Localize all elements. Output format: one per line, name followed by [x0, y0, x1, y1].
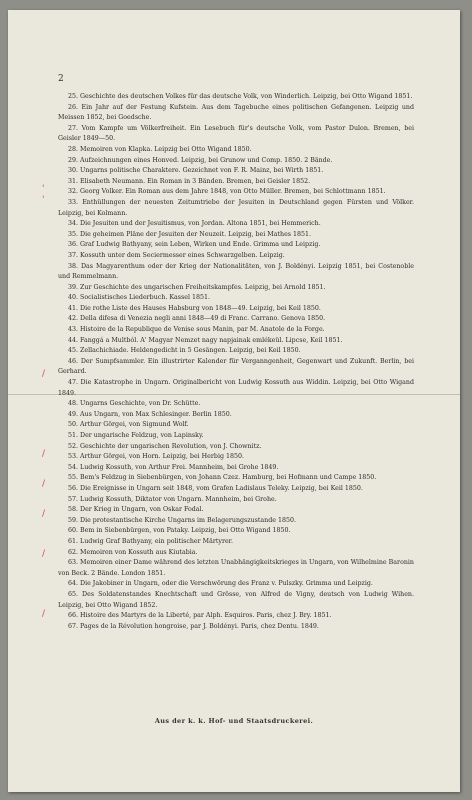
- bibliography-entry: 50. Arthur Görgei, von Sigmund Wolf.: [68, 421, 189, 429]
- margin-tick: /: [42, 449, 46, 459]
- bibliography-entry: 37. Kossuth unter dem Seciermesser eines Schwarzgelben. Leipzig.: [68, 251, 285, 259]
- bibliography-entry: 45. Zellachichiade. Heldengedicht in 5 Gesängen. Leipzig, bei Keil 1850.: [68, 347, 301, 355]
- bibliography-entry: 41. Die rothe Liste des Hauses Habsburg von 1848—49. Leipzig, bei Keil 1850.: [68, 304, 321, 312]
- bibliography-entry: 34. Die Jesuiten und der Jesuitismus, von Jordan. Altona 1851, bei Hemmerich.: [68, 220, 321, 228]
- bibliography-entry: 52. Geschichte der ungarischen Revolution, von J. Chownitz.: [68, 442, 262, 450]
- bibliography-entry: 62. Memoiren von Kossuth aus Kiutabia.: [68, 548, 198, 556]
- bibliography-entry: 65. Des Soldatenstandes Knechtschaft und Grösse, von Alfred de Vigny, deutsch von Ludwig Wihen. Leipzig, bei Otto Wigand 1852.: [58, 590, 414, 609]
- page-number: 2: [58, 74, 64, 84]
- bibliography-entry: 61. Ludwig Graf Bathyany, ein politischer Märtyrer.: [68, 537, 234, 545]
- bibliography-entry: 49. Aus Ungarn, von Max Schlesinger. Berlin 1850.: [68, 410, 232, 418]
- bibliography-entry: 29. Aufzeichnungen eines Honved. Leipzig, bei Grunow und Comp. 1850. 2 Bände.: [68, 156, 333, 164]
- bibliography-entry: 39. Zur Geschichte des ungarischen Freiheitskampfes. Leipzig, bei Arnold 1851.: [68, 283, 326, 291]
- bibliography-entry: 31. Elisabeth Neumann. Ein Roman in 3 Bänden. Bremen, bei Geisler 1852.: [68, 177, 311, 185]
- margin-tick: /: [42, 609, 46, 619]
- bibliography-entry: 51. Der ungarische Feldzug, von Lapinsky.: [68, 432, 204, 439]
- bibliography-entry: 59. Die protestantische Kirche Ungarns im Belagerungszustande 1850.: [68, 516, 297, 524]
- bibliography-entry: 53. Arthur Görgei, von Horn. Leipzig, bei Herbig 1850.: [68, 453, 245, 461]
- bibliography-entry: 47. Die Katastrophe in Ungarn. Originalbericht von Ludwig Kossuth aus Widdin. Leipzig, bei Otto Wigand 1849.: [58, 379, 414, 397]
- bibliography-entry: 42. Della difesa di Venezia negli anni 1848—49 di Franc. Carrano. Genova 1850.: [68, 315, 326, 323]
- bibliography-entry: 44. Fanggá a Multból. A' Magyar Nemzet nagy napjainak emlékeül. Lipcse, Keil 1851.: [68, 336, 343, 344]
- margin-tick: /: [42, 549, 46, 559]
- bibliography-entry: 27. Vom Kampfe um Völkerfreiheit. Ein Lesebuch für's deutsche Volk, vom Pastor Dulon. Bremen, bei Geisler 1849—50.: [58, 124, 414, 143]
- margin-tick: ': [42, 195, 45, 205]
- bibliography-entry: 64. Die Jakobiner in Ungarn, oder die Verschwörung des Franz v. Pulszky. Grimma und Leipzig.: [68, 580, 373, 588]
- bibliography-entry: 57. Ludwig Kossuth, Diktator von Ungarn. Mannheim, bei Grohe.: [68, 495, 277, 503]
- bibliography-entry: 38. Das Magyarenthum oder der Krieg der Nationalitäten, von J. Boldényi. Leipzig 1851, bei Costenoble und Remmelmann.: [58, 262, 414, 281]
- bibliography-entry: 55. Bem's Feldzug in Siebenbürgen, von Johann Czez. Hamburg, bei Hofmann und Campe 1850.: [68, 474, 377, 482]
- bibliography-entry: 28. Memoiren von Klapka. Leipzig bei Otto Wigand 1850.: [68, 145, 252, 153]
- bibliography-entry: 66. Histoire des Martyrs de la Liberté, par Alph. Esquiros. Paris, chez J. Bry. 1851.: [68, 612, 332, 620]
- bibliography-entry: 56. Die Ereignisse in Ungarn seit 1848, vom Grafen Ladislaus Teleky. Leipzig, bei Keil 1850.: [68, 484, 363, 492]
- bibliography-entry: 67. Pages de la Révolution hongroise, par J. Boldényi. Paris, chez Dentu. 1849.: [68, 622, 319, 630]
- margin-tick: /: [42, 369, 46, 379]
- bibliography-entry: 48. Ungarns Geschichte, von Dr. Schütte.: [68, 400, 201, 408]
- bibliography-entry: 26. Ein Jahr auf der Festung Kufstein. Aus dem Tagebuche eines politischen Gefangenen. Leipzig und Meissen 1852, bei Goedsche.: [58, 103, 414, 122]
- bibliography-list: [58, 92, 414, 632]
- bibliography-entry: 30. Ungarns politische Charaktere. Gezeichnet von F. R. Mainz, bei Wirth 1851.: [68, 167, 324, 175]
- margin-tick: /: [42, 479, 46, 489]
- bibliography-entry: 63. Memoiren einer Dame während des letzten Unabhängigkeitskrieges in Ungarn, von Wilhelmine Baronin von Beck. 2 Bände. London 1851.: [58, 559, 414, 577]
- bibliography-entry: 58. Der Krieg in Ungarn, von Oskar Fodal.: [68, 506, 204, 514]
- bibliography-entry: 35. Die geheimen Pläne der Jesuiten der Neuzeit. Leipzig, bei Mathes 1851.: [68, 230, 312, 238]
- document-page: [8, 10, 460, 792]
- bibliography-entry: 36. Graf Ludwig Bathyany, sein Leben, Wirken und Ende. Grimma und Leipzig.: [68, 241, 321, 249]
- bibliography-entry: 46. Der Sumpfsammler. Ein illustrirter Kalender für Verganngenheit, Gegenwart und Zukunft. Berlin, bei Gerhard.: [58, 357, 414, 376]
- printer-imprint: Aus der k. k. Hof- und Staatsdruckerei.: [154, 717, 314, 725]
- margin-tick: /: [42, 509, 46, 519]
- bibliography-entry: 32. Georg Volker. Ein Roman aus dem Jahre 1848, von Otto Müller. Bremen, bei Schlottmann 1851.: [68, 188, 386, 196]
- bibliography-entry: 33. Enthüllungen der neuesten Zeitumtriebe der Jesuiten in Deutschland gegen Fürsten und Völker. Leipzig, bei Kolmann.: [58, 198, 414, 217]
- bibliography-entry: 25. Geschichte des deutschen Volkes für das deutsche Volk, von Winderlich. Leipzig, bei Otto Wigand 1851.: [68, 93, 413, 100]
- bibliography-entry: 40. Socialistisches Liederbuch. Kassel 1851.: [68, 294, 211, 302]
- bibliography-entry: 43. Histoire de la Republique de Venise sous Manin, par M. Anatole de la Forge.: [68, 326, 325, 334]
- bibliography-entry: 54. Ludwig Kossuth, von Arthur Frei. Mannheim, bei Grohe 1849.: [68, 463, 279, 471]
- margin-tick: ': [42, 184, 45, 194]
- bibliography-entry: 60. Bem in Siebenbürgen, von Pataky. Leipzig, bei Otto Wigand 1850.: [68, 527, 291, 535]
